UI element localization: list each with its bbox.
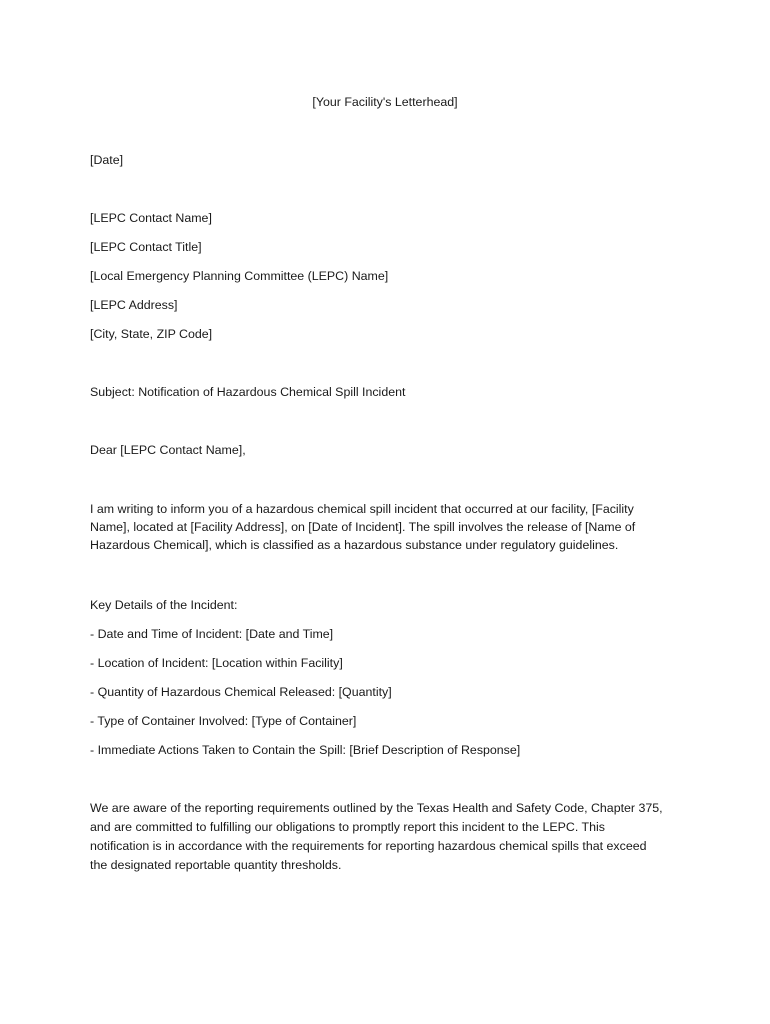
date-placeholder: [Date]	[90, 153, 124, 167]
letterhead-placeholder: [Your Facility's Letterhead]	[312, 95, 458, 109]
list-item: - Date and Time of Incident: [Date and Time]	[90, 627, 334, 641]
intro-line: Hazardous Chemical], which is classified as a hazardous substance under regulatory guidelines.	[90, 538, 619, 552]
intro-line: Name], located at [Facility Address], on [Date of Incident]. The spill involves the release of [Name of	[90, 520, 636, 534]
recipient-name: [LEPC Contact Name]	[90, 211, 212, 225]
salutation: Dear [LEPC Contact Name],	[90, 443, 246, 457]
list-item: - Type of Container Involved: [Type of Container]	[90, 714, 357, 728]
recipient-city-state-zip: [City, State, ZIP Code]	[90, 327, 213, 341]
list-item: - Location of Incident: [Location within Facility]	[90, 656, 343, 670]
list-item: - Immediate Actions Taken to Contain the Spill: [Brief Description of Response]	[90, 743, 521, 757]
subject-line: Subject: Notification of Hazardous Chemical Spill Incident	[90, 385, 406, 399]
compliance-line: notification is in accordance with the requirements for reporting hazardous chemical spills that exceed	[90, 839, 647, 853]
compliance-line: and are committed to fulfilling our obligations to promptly report this incident to the LEPC. This	[90, 820, 605, 834]
details-heading: Key Details of the Incident:	[90, 598, 238, 612]
compliance-line: the designated reportable quantity thresholds.	[90, 858, 342, 872]
compliance-line: We are aware of the reporting requirements outlined by the Texas Health and Safety Code, Chapter 375,	[90, 801, 663, 815]
recipient-title: [LEPC Contact Title]	[90, 240, 202, 254]
recipient-committee: [Local Emergency Planning Committee (LEPC) Name]	[90, 269, 389, 283]
intro-line: I am writing to inform you of a hazardous chemical spill incident that occurred at our facility, [Facility	[90, 502, 634, 516]
recipient-address: [LEPC Address]	[90, 298, 178, 312]
list-item: - Quantity of Hazardous Chemical Released: [Quantity]	[90, 685, 392, 699]
